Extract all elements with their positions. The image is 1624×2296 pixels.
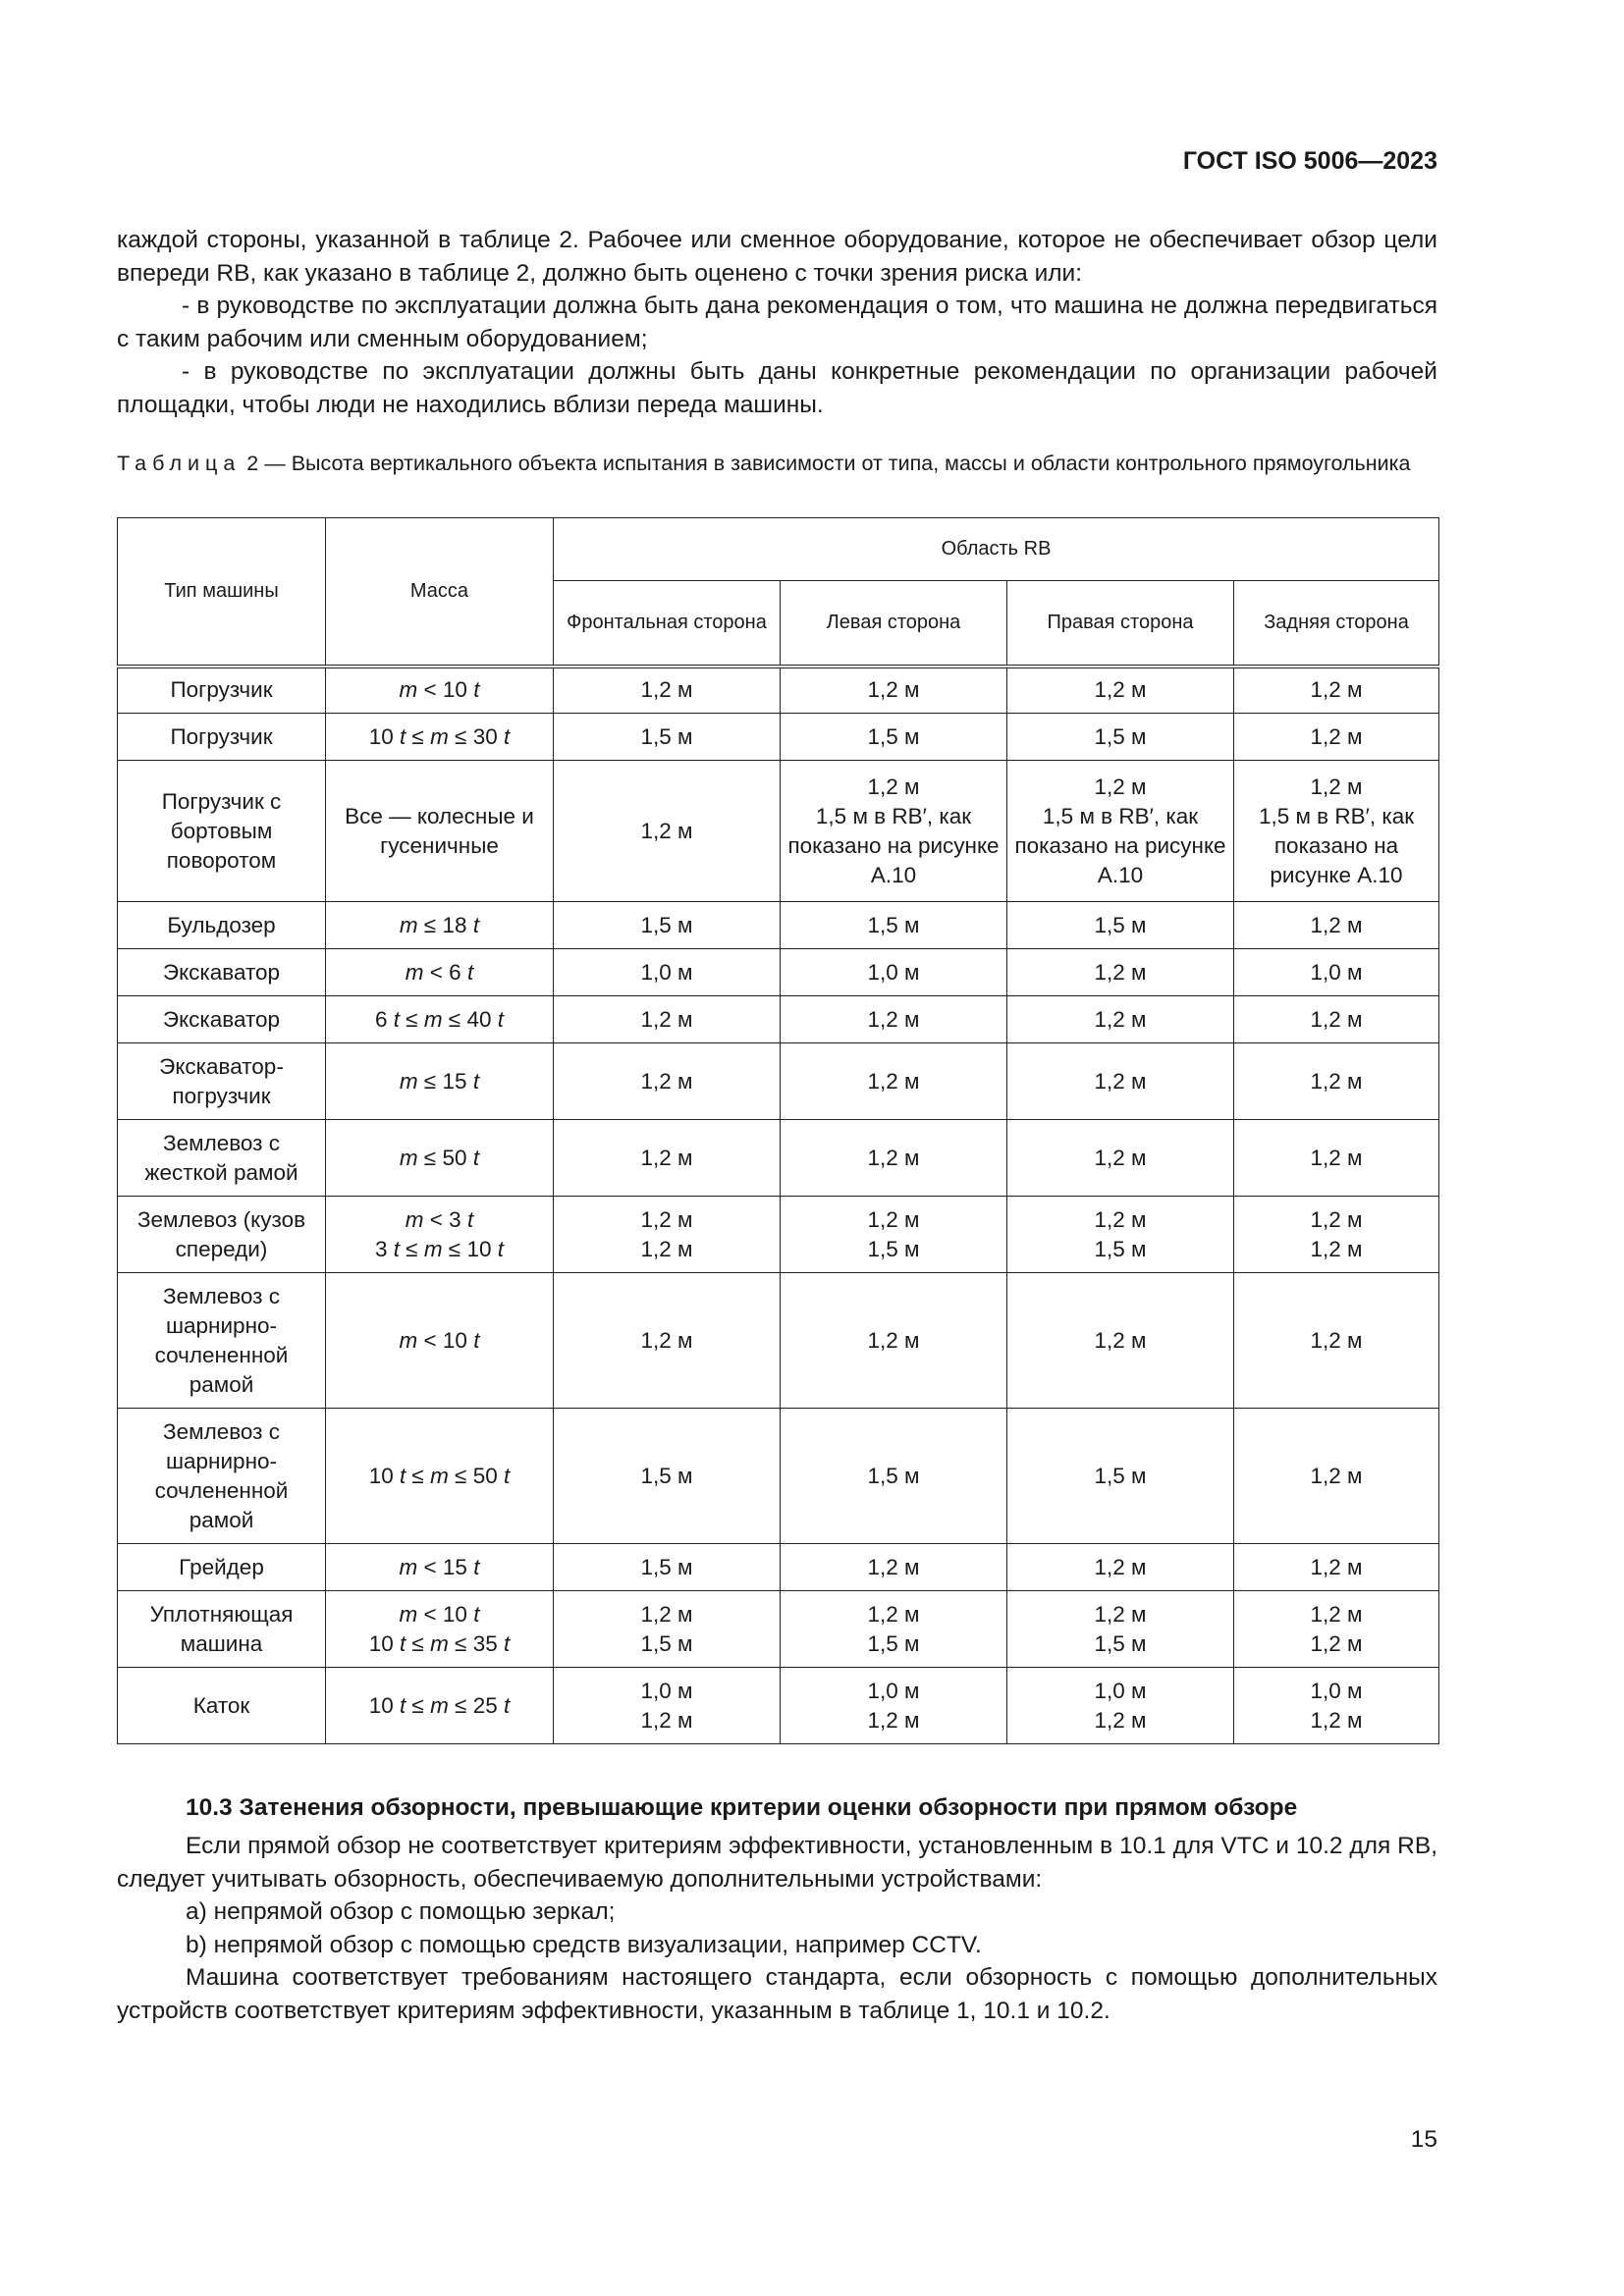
cell-right xyxy=(1007,1197,1234,1273)
math-variable: m xyxy=(405,959,424,985)
table-caption-text: 2 — Высота вертикального объекта испытания в зависимости от типа, массы и области контрольного прямоугольника xyxy=(246,452,1411,475)
math-variable: t xyxy=(504,1463,511,1488)
math-variable: t xyxy=(472,1145,480,1170)
mass-line: m ≤ 50 t xyxy=(399,1145,480,1170)
value-line: 1,2 м xyxy=(1310,677,1363,703)
cell-right xyxy=(1007,1043,1234,1120)
cell-left xyxy=(781,1544,1007,1591)
value-line: 1,2 м xyxy=(640,1145,693,1170)
value-line: 1,0 м xyxy=(1310,959,1363,985)
table-row xyxy=(118,1409,1439,1544)
cell-machine-type: Землевоз с жесткой рамой xyxy=(118,1120,326,1197)
math-variable: t xyxy=(400,1692,406,1718)
table-row xyxy=(118,1043,1439,1120)
page-number: 15 xyxy=(1410,2126,1437,2153)
cell-mass xyxy=(326,1273,554,1409)
intro-paragraph: каждой стороны, указанной в таблице 2. Рабочее или сменное оборудование, которое не обеспечивает обзор цели впереди RB, как указано в таблице 2, должно быть оценено с точки зрения риска или: xyxy=(117,227,1437,287)
cell-mass xyxy=(326,1668,554,1744)
cell-right xyxy=(1007,949,1234,996)
value-line: 1,5 м xyxy=(867,1236,920,1261)
math-variable: m xyxy=(399,1327,418,1353)
math-variable: m xyxy=(430,1630,449,1656)
table-body xyxy=(118,667,1439,1744)
value-line: 1,5 м xyxy=(1094,1630,1147,1656)
cell-rear xyxy=(1234,1668,1439,1744)
header-rear: Задняя сторона xyxy=(1234,581,1439,667)
value-line: 1,2 м xyxy=(1094,1327,1147,1353)
cell-mass xyxy=(326,1591,554,1668)
cell-front xyxy=(554,949,781,996)
table-row xyxy=(118,714,1439,761)
cell-left xyxy=(781,1591,1007,1668)
value-line: 1,0 м xyxy=(1310,1678,1363,1703)
cell-machine-type: Землевоз с шарнирно-сочлененной рамой xyxy=(118,1273,326,1409)
cell-mass xyxy=(326,1544,554,1591)
math-variable: m xyxy=(423,1236,443,1261)
value-line: 1,2 м xyxy=(1310,1601,1363,1627)
height-table xyxy=(117,517,1439,1744)
cell-rear xyxy=(1234,1544,1439,1591)
table-row xyxy=(118,996,1439,1043)
cell-left xyxy=(781,761,1007,902)
cell-mass xyxy=(326,902,554,949)
mass-line: m < 3 t xyxy=(405,1206,474,1232)
cell-machine-type: Землевоз (кузов спереди) xyxy=(118,1197,326,1273)
cell-left xyxy=(781,1668,1007,1744)
value-line: 1,5 м xyxy=(867,1463,920,1488)
cell-left xyxy=(781,1273,1007,1409)
value-line: 1,2 м xyxy=(867,1145,920,1170)
math-variable: t xyxy=(473,1554,480,1579)
cell-machine-type: Экскаватор xyxy=(118,996,326,1043)
cell-front xyxy=(554,902,781,949)
math-variable: m xyxy=(430,1463,449,1488)
cell-front xyxy=(554,1591,781,1668)
cell-front xyxy=(554,761,781,902)
cell-rear xyxy=(1234,1273,1439,1409)
math-variable: t xyxy=(472,912,480,937)
table-row xyxy=(118,949,1439,996)
value-line: 1,2 м xyxy=(1310,1554,1363,1579)
value-line: 1,0 м xyxy=(867,959,920,985)
value-line: 1,5 м в RB′, как показано на рисунке А.10 xyxy=(1258,803,1415,887)
cell-rear xyxy=(1234,667,1439,714)
mass-line: 10 t ≤ m ≤ 30 t xyxy=(368,723,511,749)
cell-mass xyxy=(326,1409,554,1544)
value-line: 1,5 м xyxy=(867,912,920,937)
cell-machine-type: Бульдозер xyxy=(118,902,326,949)
cell-front xyxy=(554,1120,781,1197)
value-line: 1,5 м xyxy=(1094,1236,1147,1261)
mass-line: m < 10 t xyxy=(399,677,480,703)
math-variable: t xyxy=(393,1006,400,1032)
table-caption-label: Таблица xyxy=(117,452,242,475)
cell-rear xyxy=(1234,761,1439,902)
value-line: 1,5 м xyxy=(640,1630,693,1656)
math-variable: m xyxy=(430,1692,449,1718)
math-variable: t xyxy=(497,1236,505,1261)
value-line: 1,2 м xyxy=(1310,1463,1363,1488)
cell-left xyxy=(781,1197,1007,1273)
value-line: 1,2 м xyxy=(1094,1707,1147,1733)
math-variable: t xyxy=(473,1327,480,1353)
value-line: 1,5 м xyxy=(640,1554,693,1579)
cell-mass xyxy=(326,714,554,761)
cell-left xyxy=(781,996,1007,1043)
value-line: 1,0 м xyxy=(867,1678,920,1703)
cell-left xyxy=(781,667,1007,714)
cell-front xyxy=(554,1043,781,1120)
value-line: 1,5 м xyxy=(1094,1463,1147,1488)
cell-machine-type: Погрузчик с бортовым поворотом xyxy=(118,761,326,902)
value-line: 1,2 м xyxy=(867,1206,920,1232)
value-line: 1,2 м xyxy=(1310,1236,1363,1261)
value-line: 1,2 м xyxy=(867,1707,920,1733)
cell-rear xyxy=(1234,1197,1439,1273)
intro-bullet-2: - в руководстве по эксплуатации должны быть даны конкретные рекомендации по организации рабочей площадки, чтобы люди не находились вблизи переда машины. xyxy=(117,358,1437,418)
value-line: 1,2 м xyxy=(640,818,693,843)
value-line: 1,2 м xyxy=(1094,1068,1147,1094)
cell-front xyxy=(554,1409,781,1544)
table-row xyxy=(118,761,1439,902)
math-variable: m xyxy=(399,1068,418,1094)
value-line: 1,2 м xyxy=(867,677,920,703)
table-row xyxy=(118,1668,1439,1744)
value-line: 1,2 м xyxy=(1094,1145,1147,1170)
value-line: 1,5 м xyxy=(1094,912,1147,937)
value-line: 1,2 м xyxy=(867,774,920,799)
value-line: 1,2 м xyxy=(1094,774,1147,799)
cell-front xyxy=(554,996,781,1043)
cell-left xyxy=(781,1409,1007,1544)
value-line: 1,2 м xyxy=(640,1006,693,1032)
value-line: 1,2 м xyxy=(867,1068,920,1094)
value-line: 1,2 м xyxy=(1310,1006,1363,1032)
math-variable: m xyxy=(430,723,449,749)
value-line: 1,2 м xyxy=(1094,677,1147,703)
cell-left xyxy=(781,902,1007,949)
value-line: 1,2 м xyxy=(640,1068,693,1094)
value-line: 1,2 м xyxy=(867,1601,920,1627)
mass-line: 10 t ≤ m ≤ 50 t xyxy=(368,1463,511,1488)
value-line: 1,2 м xyxy=(867,1006,920,1032)
cell-rear xyxy=(1234,902,1439,949)
math-variable: t xyxy=(400,1463,406,1488)
value-line: 1,2 м xyxy=(1310,1206,1363,1232)
cell-right xyxy=(1007,667,1234,714)
value-line: 1,5 м xyxy=(640,723,693,749)
document-code: ГОСТ ISO 5006—2023 xyxy=(1182,147,1437,175)
math-variable: m xyxy=(399,1601,418,1627)
header-left: Левая сторона xyxy=(781,581,1007,667)
value-line: 1,2 м xyxy=(640,677,693,703)
cell-machine-type: Экскаватор xyxy=(118,949,326,996)
value-line: 1,2 м xyxy=(640,1707,693,1733)
cell-mass xyxy=(326,949,554,996)
cell-rear xyxy=(1234,714,1439,761)
value-line: 1,2 м xyxy=(867,1554,920,1579)
cell-mass xyxy=(326,667,554,714)
intro-text xyxy=(117,224,1437,421)
cell-front xyxy=(554,1544,781,1591)
math-variable: t xyxy=(400,1630,406,1656)
math-variable: m xyxy=(423,1006,443,1032)
cell-mass xyxy=(326,761,554,902)
math-variable: m xyxy=(399,677,418,703)
mass-line: Все — колесные и гусеничные xyxy=(345,803,534,858)
cell-left xyxy=(781,1043,1007,1120)
cell-right xyxy=(1007,761,1234,902)
math-variable: m xyxy=(399,912,418,937)
table-row xyxy=(118,1197,1439,1273)
value-line: 1,0 м xyxy=(1094,1678,1147,1703)
math-variable: t xyxy=(504,723,511,749)
mass-line: m ≤ 15 t xyxy=(399,1068,480,1094)
cell-right xyxy=(1007,1591,1234,1668)
cell-mass xyxy=(326,1120,554,1197)
value-line: 1,2 м xyxy=(1094,959,1147,985)
table-row xyxy=(118,1273,1439,1409)
value-line: 1,0 м xyxy=(640,959,693,985)
math-variable: t xyxy=(393,1236,400,1261)
cell-machine-type: Грейдер xyxy=(118,1544,326,1591)
value-line: 1,2 м xyxy=(640,1236,693,1261)
cell-front xyxy=(554,667,781,714)
value-line: 1,0 м xyxy=(640,1678,693,1703)
value-line: 1,2 м xyxy=(640,1601,693,1627)
section-paragraph-2: Машина соответствует требованиям настоящего стандарта, если обзорность с помощью дополнительных устройств соответствует критериям эффективности, указанным в таблице 1, 10.1 и 10.2. xyxy=(117,1964,1437,2024)
math-variable: m xyxy=(399,1554,418,1579)
cell-left xyxy=(781,714,1007,761)
cell-right xyxy=(1007,996,1234,1043)
value-line: 1,5 м в RB′, как показано на рисунке А.10 xyxy=(1014,803,1226,887)
value-line: 1,5 м xyxy=(640,1463,693,1488)
value-line: 1,2 м xyxy=(1310,1068,1363,1094)
header-front: Фронтальная сторона xyxy=(554,581,781,667)
section-heading: 10.3 Затенения обзорности, превышающие критерии оценки обзорности при прямом обзоре xyxy=(186,1794,1298,1821)
cell-machine-type: Погрузчик xyxy=(118,714,326,761)
value-line: 1,2 м xyxy=(1310,1630,1363,1656)
value-line: 1,5 м в RB′, как показано на рисунке А.10 xyxy=(787,803,1000,887)
mass-line: m < 15 t xyxy=(399,1554,480,1579)
table-row xyxy=(118,902,1439,949)
table-row xyxy=(118,1591,1439,1668)
cell-rear xyxy=(1234,1409,1439,1544)
math-variable: t xyxy=(504,1630,511,1656)
cell-machine-type: Экскаватор-погрузчик xyxy=(118,1043,326,1120)
cell-right xyxy=(1007,714,1234,761)
value-line: 1,2 м xyxy=(1310,912,1363,937)
cell-mass xyxy=(326,1043,554,1120)
value-line: 1,5 м xyxy=(867,1630,920,1656)
math-variable: t xyxy=(466,959,474,985)
mass-line: m < 10 t xyxy=(399,1601,480,1627)
section-10-3 xyxy=(117,1792,1437,2027)
cell-front xyxy=(554,1197,781,1273)
cell-machine-type: Погрузчик xyxy=(118,667,326,714)
value-line: 1,5 м xyxy=(1094,723,1147,749)
mass-line: m < 10 t xyxy=(399,1327,480,1353)
cell-right xyxy=(1007,902,1234,949)
value-line: 1,2 м xyxy=(1094,1006,1147,1032)
cell-right xyxy=(1007,1273,1234,1409)
math-variable: t xyxy=(504,1692,511,1718)
cell-machine-type: Уплотняющая машина xyxy=(118,1591,326,1668)
cell-front xyxy=(554,714,781,761)
section-item-a: а) непрямой обзор с помощью зеркал; xyxy=(186,1898,616,1925)
math-variable: t xyxy=(473,677,480,703)
math-variable: t xyxy=(472,1068,480,1094)
math-variable: m xyxy=(399,1145,418,1170)
mass-line: 10 t ≤ m ≤ 35 t xyxy=(368,1630,511,1656)
value-line: 1,2 м xyxy=(1094,1601,1147,1627)
value-line: 1,2 м xyxy=(1310,1707,1363,1733)
value-line: 1,5 м xyxy=(640,912,693,937)
math-variable: t xyxy=(497,1006,505,1032)
value-line: 1,2 м xyxy=(867,1327,920,1353)
intro-bullet-1: - в руководстве по эксплуатации должна быть дана рекомендация о том, что машина не должна передвигаться с таким рабочим или сменным оборудованием; xyxy=(117,293,1437,352)
mass-line: 3 t ≤ m ≤ 10 t xyxy=(374,1236,505,1261)
math-variable: t xyxy=(473,1601,480,1627)
cell-rear xyxy=(1234,1043,1439,1120)
header-area: Область RB xyxy=(554,518,1439,581)
cell-mass xyxy=(326,996,554,1043)
cell-rear xyxy=(1234,1120,1439,1197)
value-line: 1,2 м xyxy=(640,1327,693,1353)
value-line: 1,2 м xyxy=(1310,1327,1363,1353)
table-row xyxy=(118,667,1439,714)
value-line: 1,2 м xyxy=(1094,1206,1147,1232)
math-variable: m xyxy=(405,1206,424,1232)
section-item-b: b) непрямой обзор с помощью средств визуализации, например CCTV. xyxy=(186,1931,982,1958)
mass-line: 10 t ≤ m ≤ 25 t xyxy=(368,1692,511,1718)
table-caption xyxy=(117,449,1437,478)
cell-right xyxy=(1007,1544,1234,1591)
math-variable: t xyxy=(466,1206,474,1232)
cell-front xyxy=(554,1668,781,1744)
value-line: 1,2 м xyxy=(1310,1145,1363,1170)
cell-left xyxy=(781,1120,1007,1197)
header-right: Правая сторона xyxy=(1007,581,1234,667)
cell-right xyxy=(1007,1409,1234,1544)
cell-right xyxy=(1007,1120,1234,1197)
section-paragraph-1: Если прямой обзор не соответствует критериям эффективности, установленным в 10.1 для VTC и 10.2 для RB, следует учитывать обзорность, обеспечиваемую дополнительными устройствами: xyxy=(117,1833,1437,1893)
value-line: 1,2 м xyxy=(1094,1554,1147,1579)
cell-rear xyxy=(1234,949,1439,996)
value-line: 1,5 м xyxy=(867,723,920,749)
header-mass: Масса xyxy=(326,518,554,667)
value-line: 1,2 м xyxy=(1310,774,1363,799)
cell-mass xyxy=(326,1197,554,1273)
cell-rear xyxy=(1234,996,1439,1043)
cell-rear xyxy=(1234,1591,1439,1668)
cell-machine-type: Каток xyxy=(118,1668,326,1744)
math-variable: t xyxy=(400,723,406,749)
value-line: 1,2 м xyxy=(640,1206,693,1232)
mass-line: m < 6 t xyxy=(405,959,474,985)
value-line: 1,2 м xyxy=(1310,723,1363,749)
table-row xyxy=(118,1544,1439,1591)
cell-front xyxy=(554,1273,781,1409)
header-type: Тип машины xyxy=(118,518,326,667)
cell-left xyxy=(781,949,1007,996)
mass-line: m ≤ 18 t xyxy=(399,912,480,937)
cell-right xyxy=(1007,1668,1234,1744)
mass-line: 6 t ≤ m ≤ 40 t xyxy=(374,1006,505,1032)
table-row xyxy=(118,1120,1439,1197)
cell-machine-type: Землевоз с шарнирно-сочлененной рамой xyxy=(118,1409,326,1544)
